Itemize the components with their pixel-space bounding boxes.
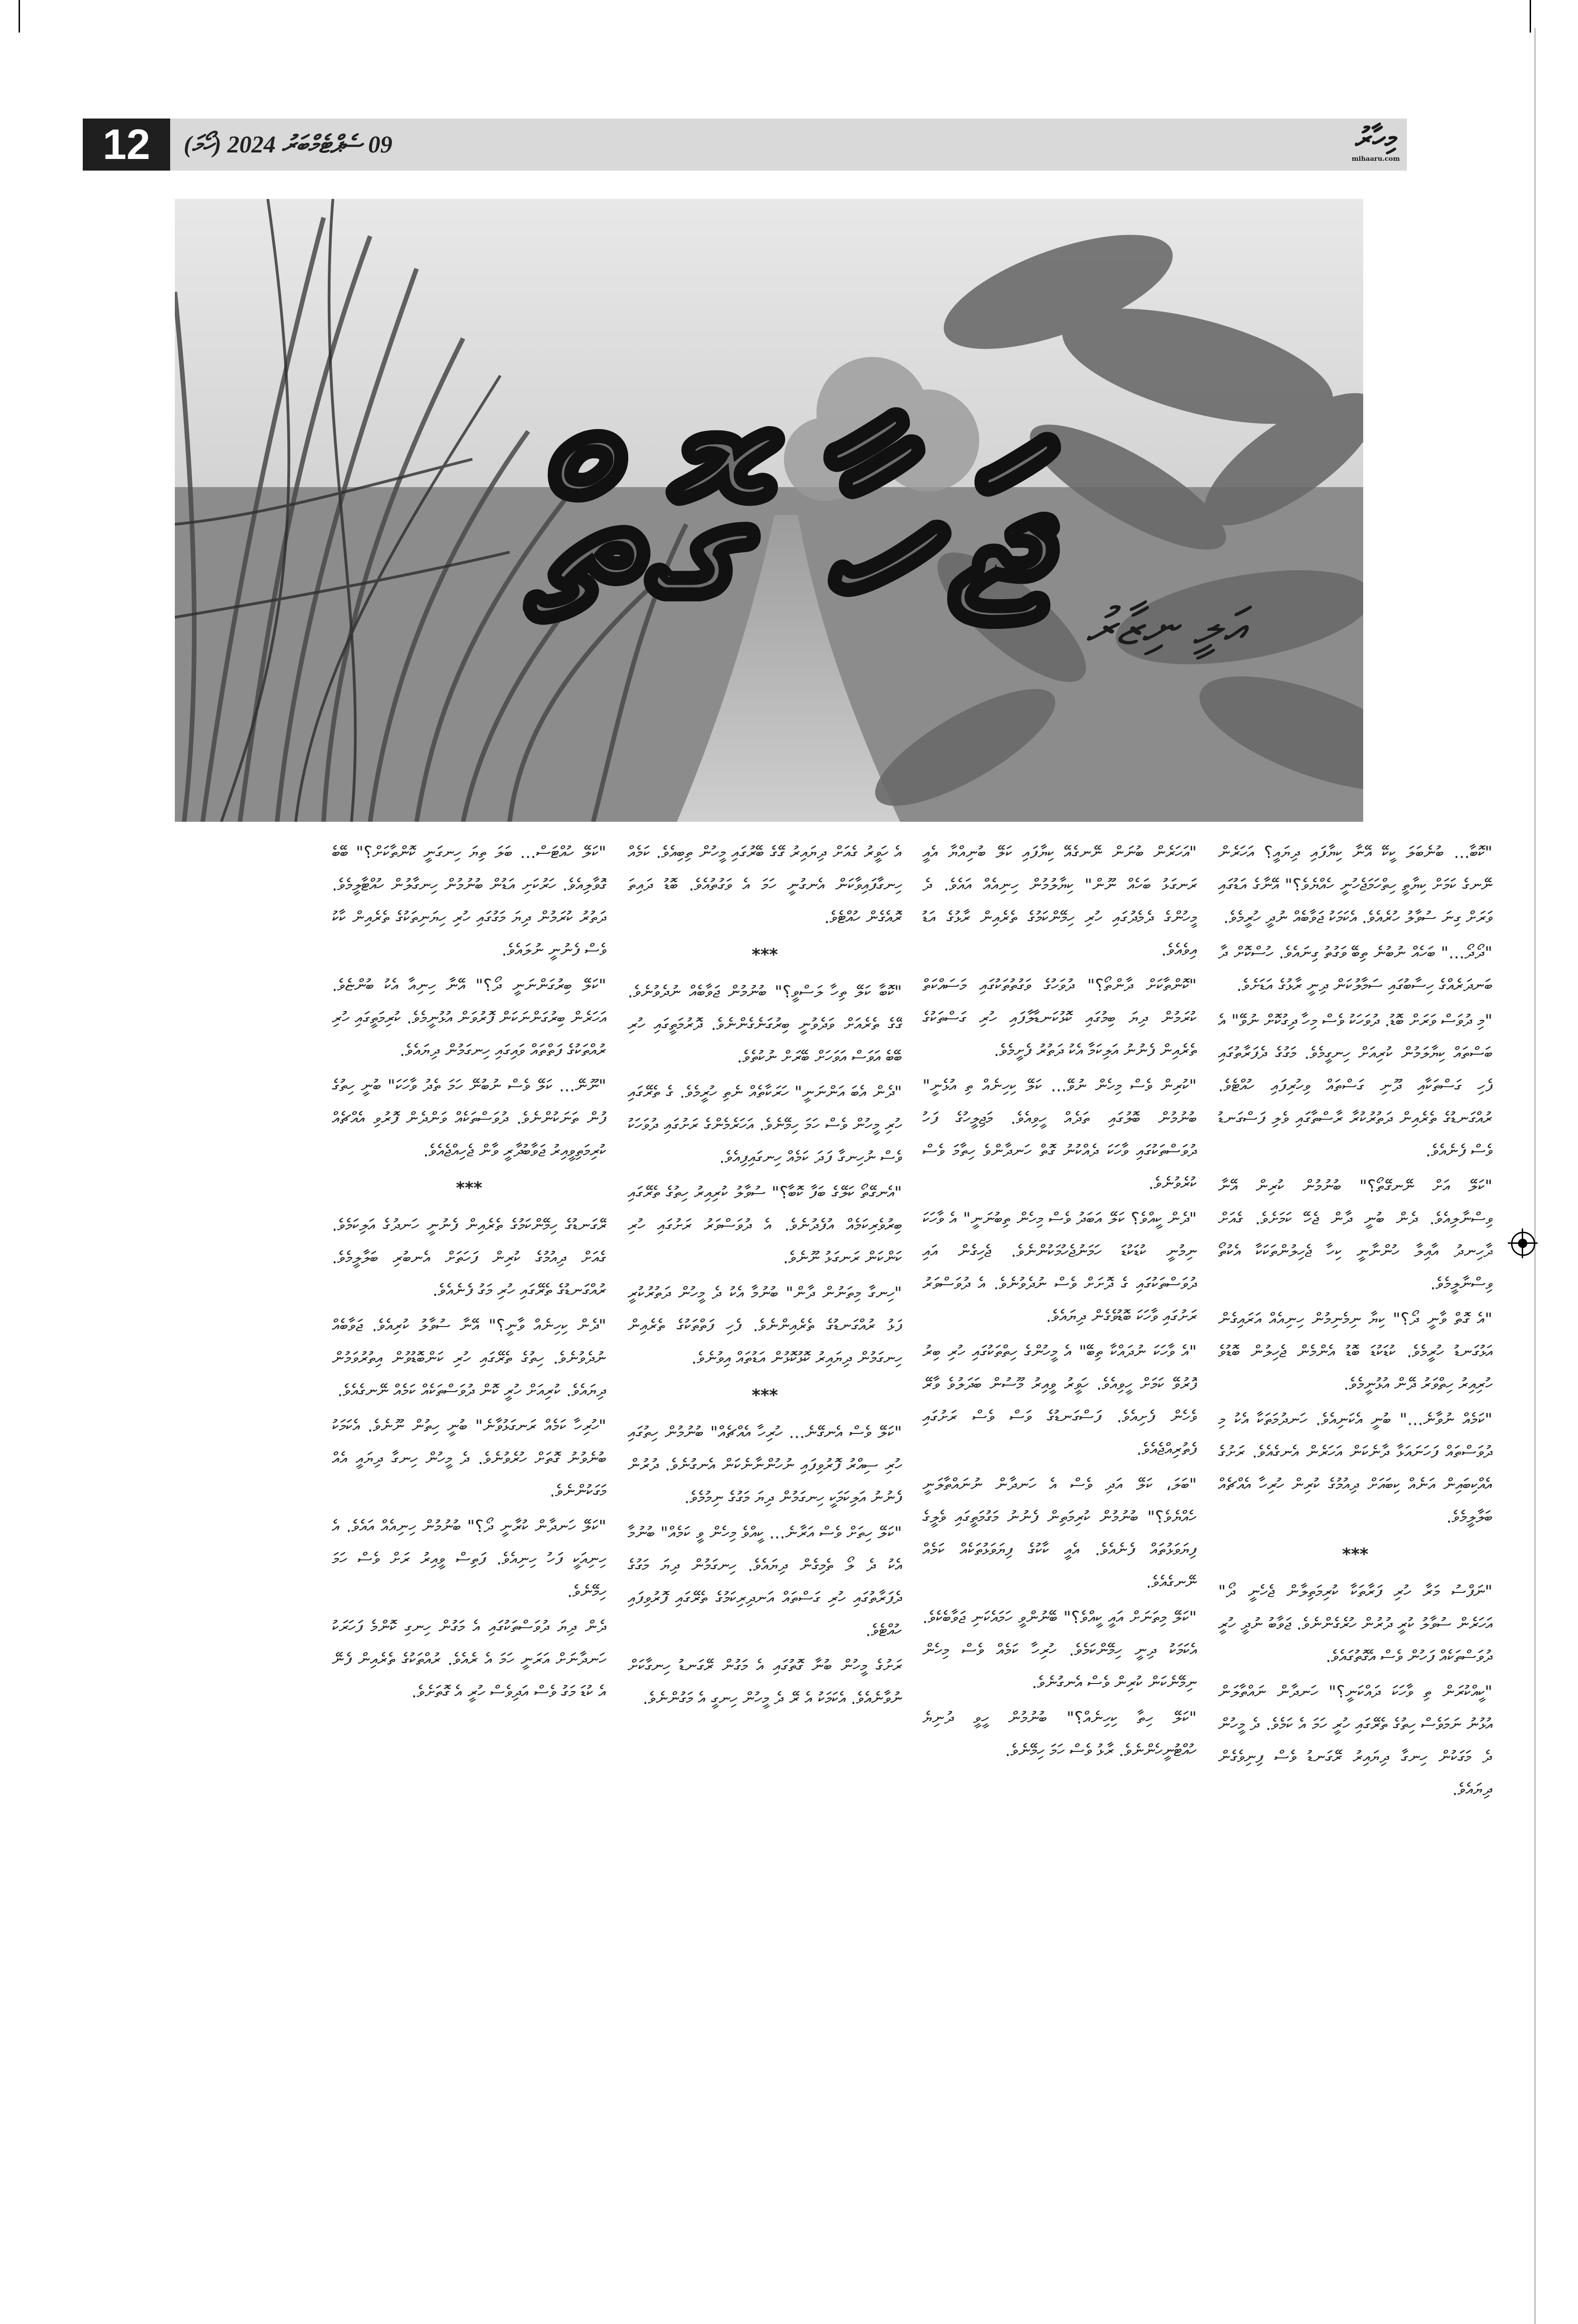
paragraph: "ހިނގާ މިތަނުން ދާން" ބުނުމާ އެކު ދެ މީހުން ދަތުރުކުރީ ފަޅު ރުއްގަނޑުގެ ތެރެއިންނެވެ. ފެހި ފަތްތަކުގެ ތެރެއިން ހިނގަމުން ދިޔައިރު ކޮޅުކޮޅުން އަޑުތައް އިވުނެވެ. — [628, 1284, 902, 1368]
article-column-1 — [1218, 837, 1492, 2324]
paragraph: ރޭގަނޑުގެ ހިމޭންކަމުގެ ތެރެއިން ފެނުނީ ހަނދުގެ އަލިކަމެވެ. ގެއަށް ދިއުމުގެ ކުރިން ފަހަތަށް އެނބުރި ބަލާލީމެވެ. ރުއްގަނޑުގެ ތެރޭގައި ހުރި މަގު ފެނެއެވެ. — [332, 1216, 606, 1300]
paragraph: "ކޮންތާކަށް ދާންތޯ؟" ދުވަހުގެ ވަގުތުތަކުގައި މަސައްކަތް ކުރަމުން ދިޔަ ބިމުގައި ކޮޅުކަނޑާލާފައި ހުރި ގަސްތަކުގެ ތެރެއިން ފެނުނު އަލިކަމާ އެކު ދަތުރު ފެށީމެވެ. — [922, 976, 1197, 1060]
logo-mark: މިހާރު — [1355, 121, 1397, 155]
paragraph: "އަހަރެން ބުނަން ނޭނގެއޭ ކިޔާފައި ކަލޭ ބުނިއްޔާ އެއީ ރަނގަޅު ބަހެއް ނޫން" ކިޔާލުމުން ހިނިއެއް އައެވެ. ދެ މީހުންގެ ދެމެދުގައި ހުރި ހިމޭންކަމުގެ ތެރެއިން ރާޅުގެ އަޑު އިވެއެވެ. — [922, 843, 1197, 960]
paragraph: "ކޮބާ... ބުނެބަލަ ކީކޭ އޭނާ ކިޔާފައި ދިޔައީ؟ އަހަރެން ނޭނގެ ކަމަށް ކިޔާތީ ހިތްހަމަޖެހުނީ ހެއްޔެވެ؟" އޭނާގެ އަޑުގައި ވަރަށް ގިނަ ސުވާލު ހުރެއެވެ. އެކަމަކު ޖަވާބެއް ނުދީ ހުރީމެވެ. — [1218, 843, 1492, 927]
paragraph: "ހުރިހާ ކަމެއް ރަނގަޅުވާނެ" ބުނީ ހިތުން ނޫނެވެ. އެކަމަކު ބުނެވުނު ގޮތަށް ހުރެވުނެވެ. ދެ މީހުން ހިނގާ ދިޔައީ އެއް މަގަކުންނެވެ. — [332, 1417, 606, 1501]
hero-illustration — [175, 199, 1363, 822]
paragraph: އެ ހަވީރު ގެއަށް ދިޔައިރު ގޭގެ ބޭރުގައި މީހުން ތިބިއެވެ. ކަމެއް ހިނގާފައިވާކަން އެނގުނީ ހަމަ އެ ވަގުތުއެވެ. ބޮޑު ދައިތަ ރޮއެގެން ހުއްޓެވެ. — [628, 843, 902, 927]
section-separator: *** — [751, 1386, 778, 1405]
section-separator: *** — [456, 1179, 483, 1198]
crop-mark-top-right — [1530, 0, 1531, 33]
paragraph: "ކީއްކުރަން ތި ވާހަކަ ދައްކަނީ؟" ހަނދާން ނައްތާލަން އުޅުނު ނަމަވެސް ހިތުގެ ތެރޭގައި ހުރީ ހަމަ އެ ކަމެވެ. ދެ މީހުން ދެ މަގަކުން ހިނގާ ދިޔައިރު ރޭގަނޑު ވެސް ފިނިވެގެން ދިޔައެވެ. — [1218, 1683, 1492, 1799]
paragraph: ދެން ދިޔަ ދުވަސްތަކުގައި އެ މަގުން ހިނގި ކޮންމެ ފަހަރަކު ހަނދާނަށް އަރަނީ ހަމަ އެ ރެއެވެ. ރުއްތަކުގެ ތެރެއިން ފެނޭ އެ ކުޑަ މަގު ވެސް އަދިވެސް ހުރީ އެ ގޮތަށެވެ. — [332, 1618, 606, 1702]
section-separator: *** — [1342, 1545, 1369, 1564]
crop-mark-top-left — [19, 0, 20, 33]
article-column-3 — [628, 837, 902, 2324]
issue-date: 09 ސެޕްޓެމްބަރު 2024 (ހޯމަ) — [184, 132, 392, 158]
paragraph: "ކަލޭ ހުއްޓަސް... ބަލަ ތިޔަ ހިނގަނީ ކޮންތާކަށް؟" ބޭބެ ގޮވާލިއެވެ. ހަރުކަށި އަޑުން ބުނުމުން ހިނގާލުން ހުއްޓާލީމެވެ. ދަތުރު ކުރަމުން ދިޔަ މަގުގައި ހުރި ހިޔަނިތަކުގެ ތެރެއިން ކާކު ވެސް ފެނުނީ ނުލައެވެ. — [332, 843, 606, 960]
paragraph: "އެނގޭތޯ ކަލޭގެ ބަފާ ކޮބާ؟" ސުވާލު ކުރިއިރު ހިތުގެ ތެރޭގައި ބިރުވެރިކަމެއް އުފެދުނެވެ. އެ ދުވަސްވަރު ރަށުގައި ހުރި ކަންކަން ރަނގަޅު ނޫނެވެ. — [628, 1183, 902, 1268]
paragraph: ރަށުގެ މީހުން ބުނާ ގޮތުގައި އެ މަގުން ރޭގަނޑު ހިނގާކަށް ނުވާނެއެވެ. އެކަމަކު އެ ރޭ ދެ މީހުން ހިނގީ އެ މަގުންނެވެ. — [628, 1657, 902, 1708]
paragraph: "ކަލޭ ބިރުގަންނަނީ ދޯ؟" އޭނާ ހިނިއާ އެކު ބުންޏެވެ. އަހަރެން ބިރުގަންނަކަން ފޮރުވަން އުޅުނީމެވެ. ކުރިމަތީގައި ހުރި ރުއްތަކުގެ ފަތްތައް ވައިގައި ހިނގަމުން ދިޔައެވެ. — [332, 976, 606, 1060]
paragraph: "ދެން ކިހިނެއް ވާނީ؟" އޭނާ ސުވާލު ކުރިއެވެ. ޖަވާބެއް ނުދެވުނެވެ. ހިތުގެ ތެރޭގައި ހުރި ކަންބޮޑުވުން އިތުރުވަމުން ދިޔައެވެ. ކުރިއަށް ހުރީ ކޮން ދުވަސްތަކެއް ކަމެއް ނޭނގެއެވެ. — [332, 1316, 606, 1400]
paragraph: "ނޫނޭ... ކަލޭ ވެސް ނުބުނޭ ހަމަ ތެދު ވާހަކަ" ބުނީ ހިތުގެ ފުން ތަނަކުންނެވެ. ދުވަސްތަކެއް ވަންދެން ފޮރުވި އެއްޗެއް ކުރިމަތިވީއިރު ޖަވާބުދާރީ ވާން ޖެހިއްޖެއެވެ. — [332, 1076, 606, 1161]
paragraph: "ކަމެއް ނުވާނެ..." ބުނީ އެކަނިއެވެ. ހަނދުމަތަކާ އެކު މި ދުވަސްތައް ފަހަނައަޅާ ދާނެކަން އަހަރެން އެނގެއެވެ. ރަށުގެ އެއްކިބައިން އަނެއް ކިބައަށް ދިއުމުގެ ކުރިން ހުރިހާ އެއްޗެއް ބަލާލީމެވެ. — [1218, 1410, 1492, 1527]
paragraph: "ނަފްސު މަރާ ހުރި ފަރާތަކާ ކުރިމަތިލާން ޖެހެނީ ދޯ" އަހަރެން ސުވާލު ކުރީ ދުރުން ހުރެގެންނެވެ. ޖަވާބު ނުދީ ހުރީ ދުވަސްތަކެއް ފަހުން ވެސް އެގޮތުގައެވެ. — [1218, 1582, 1492, 1666]
paragraph: "ކަލޭ ހިތަށް ވެސް އަރާނެ... ކީއްވެ މިހެން ވީ ކަމެއް" ބުނުމާ އެކު ދެ ލޯ ތެމިގެން ދިޔައެވެ. ހިނގަމުން ދިޔަ މަގުގެ ދެފަރާތުގައި ހުރި ގަސްތައް އަނދިރިކަމުގެ ތެރޭގައި ފޮރުވިފައި ހުއްޓެވެ. — [628, 1524, 902, 1640]
paragraph: "ކަލޭ މިތަނަށް އައީ ކީއްވެ؟" ބޭނުންވީ ހަމައެކަނި ޖަވާބެކެވެ. އެކަމަކު ދިނީ ހިމޭންކަމެވެ. ހުރިހާ ކަމެއް ވެސް މިހެން ނިމޭނެކަން ކުރިން ވެސް އެނގުނެވެ. — [922, 1608, 1197, 1692]
newspaper-logo — [1348, 122, 1403, 167]
logo-url: mihaaru.com — [1352, 155, 1400, 163]
story-byline: އަލީ ނިޒާރު — [1085, 597, 1245, 656]
paragraph: "ބަލަ، ކަލޭ އަދި ވެސް އެ ހަނދާން ނުނައްތާލަނީ ހެއްޔެވެ؟" ބުނުމުން ކުރިމަތިން ފެނުނު މަގުމަތީގައި ވެލީގެ ފިޔަވަޅުތައް ފެނެއެވެ. އެއީ ކާކުގެ ފިޔަވަޅުތަކެއް ކަމެއް ނޭނގެއެވެ. — [922, 1475, 1197, 1592]
article-column-4 — [332, 837, 606, 2324]
paragraph: "ކަލޭ ވެސް އެނގޭނެ... ހުރިހާ އެއްޗެއް" ބުނުމުން ހިތުގައި ހުރި ސިއްރު ފޮރުވިފައި ނުހުންނާނެކަން އެނގުނެވެ. ދުރުން ފެނުނު އަލިކަމަކީ ހިނގަމުން ދިޔަ މަގުގެ ނިމުމެވެ. — [628, 1423, 902, 1507]
page-number: 12 — [83, 119, 170, 171]
paragraph: "މި ދުވަސް ވަރަށް ބޮޑު. ދުވަހަކު ވެސް މިހާ ދިގުކޮށް ނުވޭ" އެ ބަސްތައް ކިޔާލަމުން ކުރިއަށް ހިނގީމެވެ. މަގުގެ ދެފަރާތުގައި ފެހި ގަސްތަކާއި ދޫނި ގަސްތައް ވިހުރިފައި ހުއްޓެވެ. ރުއްގަނޑުގެ ތެރެއިން ދަތުރުކުރާ ރާސްތާގައި ވެލި ފަސްގަނޑު ވެސް ފެނެއެވެ. — [1218, 1011, 1492, 1161]
right-page-rule — [1534, 28, 1536, 2324]
paragraph: "ދެން އެބަ އަންނަނީ" ހަރަކާތެއް ނެތި ހުރީމެވެ. ގެ ތެރޭގައި ހުރި މީހުން ވެސް ހަމަ ހިމޭނެވެ. އަހަރެމެންގެ ރަށުގައި ދުވަހަކު ވެސް ނުހިނގާ ފަދަ ކަމެއް ހިނގައިފިއެވެ. — [628, 1083, 902, 1167]
paragraph: "ކަލޭ ހިތާ ކިހިނެއް؟" ބުނުމުން ހީވީ ދުނިޔެ ހުއްޓުނީހެންނެވެ. ރާޅު ވެސް ހަމަ ހިމޭނެވެ. — [922, 1709, 1197, 1760]
article-body — [332, 837, 1516, 2324]
paragraph: "އެ ގޮތް ވާނީ ދޯ؟" ކިޔާ ނިމެނިމުން ހިނިއެއް އަރައިގެން އަޅުގަނޑު ހުރީމެވެ. ކުޑަކުޑަ ބޮޑު އެންމެން ޖެހިލުން ބޮޑުވެ ހުރިއިރު ހިތްވަރު ދޭން އުޅުނީމެވެ. — [1218, 1310, 1492, 1394]
section-separator: *** — [751, 945, 778, 964]
article-column-2 — [922, 837, 1197, 2324]
paragraph: "އެ ވާހަކަ ނުދައްކާ ތިބޭ" އެ މީހުންގެ ހިތްތަކުގައި ހުރި ބިރު ފޮރުވޭ ކަމަށް ހީވިއެވެ. ހަވީރު ވީއިރު މޫސުން ބަދަލުވެ ވާރޭ ވެހެން ފެށިއެވެ. ފަސްގަނޑުގެ ވަސް ވެސް ރަށުގައި ފެތުރިއްޖެއެވެ. — [922, 1342, 1197, 1459]
story-title: ޖަހާ ގޮތް — [530, 397, 1052, 679]
paragraph: "ކަލޭ އަށް ނޭނގޭތޯ؟" ބުނުމުން ކުރިން އޭނާ ވިސްނާލިއެވެ. ދެން ބުނީ ދާން ޖެހޭ ކަމަށެވެ. ގެއަށް ދާހިނދު އާއިލާ ހުންނާނީ ކިހާ ޖެހިލުންތަކަކާ އެކުތޯ ވިސްނާލީމެވެ. — [1218, 1177, 1492, 1294]
paragraph: "ދެން ކީއްވެ؟ ކަލޭ އަބަދު ވެސް މިހެން ތިބުނަނީ" އެ ވާހަކަ ނިމުނީ ކުޑަކުޑަ ހަމަނުޖެހުމަކުންނެވެ. ޖެހިގެން އައި ދުވަސްތަކުގައި ގެ ދޮށަށް ވެސް ނުދެވުނެވެ. އެ ދުވަސްވަރު ރަށުގައި ވާހަކަ ބޮޑުވެގެން ދިޔައެވެ. — [922, 1209, 1197, 1326]
paragraph: "ކުރިން ވެސް މިހެން ނުވޭ... ކަލޭ ކިހިނެއް ތި އުޅެނީ" ބުނުމުން ބޮލުގައި ތަދެއް ހީވިއެވެ. މަޖިލީހުގެ ފަހު ދުވަސްތަކުގައި ވާހަކަ ދެއްކުނު ގޮތް ހަނދާންވެ ހިތާމަ ވެސް ކުރެވުނެވެ. — [922, 1076, 1197, 1193]
paragraph: "ކޮބާ ކަލޭ ތިހާ ލަސްވީ؟" ބުނުމުން ޖަވާބެއް ނުދެވުނެވެ. ގޭގެ ތެރެއަށް ވަދެވުނީ ބިރުގަނެގެންނެވެ. ދޮރުމަތީގައި ހުރި ބޭބެ އަވަސް އަވަހަށް ބޭރަށް ނުކުތެވެ. — [628, 983, 902, 1067]
paragraph: "ދޯދޯ..." ބަހެއް ނުބުނެ ތިބޭ ވަގުތު ގިނައެވެ. ހުސްކޮށް ދާ ބަނދަރެއްގެ ހިސާބުގައި ސަމާލުކަން ދިނީ ރާޅުގެ އަޑަށެވެ. — [1218, 944, 1492, 995]
paragraph: "ކަލޭ ހަނދާން ކުރާނީ ދޯ؟" ބުނުމުން ހިނިއެއް އައެވެ. އެ ހިނިއަކީ ފަހު ހިނިއެވެ. ފަތިސް ވީއިރު ރަށް ވެސް ހަމަ ހިމޭނެވެ. — [332, 1517, 606, 1601]
